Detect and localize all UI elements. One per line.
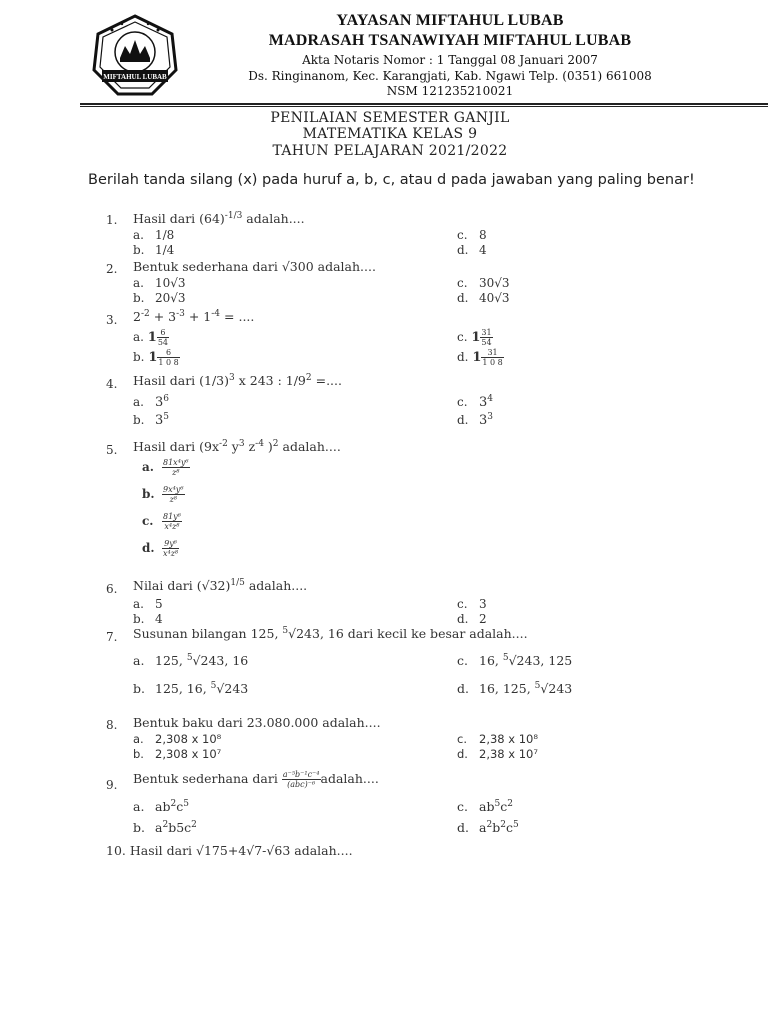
option-a[interactable]: a. $3^6$ xyxy=(133,394,170,410)
question-number: 8. xyxy=(106,718,118,732)
question-text: Bentuk baku dari 23.080.000 adalah.... xyxy=(133,715,381,730)
option-a[interactable]: a. $\frac{\text{81x⁴y⁶}}{\text{z⁸}}$ xyxy=(142,458,189,477)
question-text: $2^{-2} + 3^{-3} + 1^{-4}$ = .... xyxy=(133,309,255,325)
question-text: Hasil dari $(64)^{-1/3}$ adalah.... xyxy=(133,211,305,227)
option-d[interactable]: d. 1 $\frac{31}{1 0 8}$ xyxy=(457,348,503,367)
question-number: 4. xyxy=(106,377,118,391)
option-b[interactable]: b. 1 $\frac{6}{1 0 8}$ xyxy=(133,348,179,367)
option-a[interactable]: a. 5 xyxy=(133,597,163,611)
option-d[interactable]: d. 2 xyxy=(457,612,487,626)
option-b[interactable]: b. 1/4 xyxy=(133,243,175,257)
question-number: 7. xyxy=(106,630,118,644)
nsm-line: NSM 121235210021 xyxy=(386,84,514,98)
question-number: 3. xyxy=(106,313,118,327)
question-number: 5. xyxy=(106,443,118,457)
option-c[interactable]: c. 2,38 x 10⁸ xyxy=(457,732,538,746)
school-name: MADRASAH TSANAWIYAH MIFTAHUL LUBAB xyxy=(268,32,632,49)
option-d[interactable]: d. $\frac{\text{9y⁶}}{\text{x⁴z⁸}}$ xyxy=(142,539,179,558)
question-number: 1. xyxy=(106,213,118,227)
option-c[interactable]: c. 8 xyxy=(457,228,487,242)
option-c[interactable]: c. 3 xyxy=(457,597,487,611)
option-d[interactable]: d. 40√3 xyxy=(457,291,510,305)
option-b[interactable]: b. 20√3 xyxy=(133,291,186,305)
option-c[interactable]: c. $ab^5c^2$ xyxy=(457,799,513,815)
option-a[interactable]: a. $ab^2c^5$ xyxy=(133,799,189,815)
option-d[interactable]: d. 16, 125, $^5$√243 xyxy=(457,681,573,697)
option-a[interactable]: a. 2,308 x 10⁸ xyxy=(133,732,222,746)
address-line: Ds. Ringinanom, Kec. Karangjati, Kab. Ngawi Telp. (0351) 661008 xyxy=(248,69,652,83)
question-text: Bentuk sederhana dari $\frac{\text{a⁻⁵b⁻¹c⁻⁴}}{\text{(abc)⁻⁶}}$ adalah.... xyxy=(133,770,379,789)
header-divider xyxy=(80,103,768,105)
exam-title-line3: TAHUN PELAJARAN 2021/2022 xyxy=(272,143,508,159)
header-divider-thin xyxy=(80,106,768,107)
option-d[interactable]: d. 4 xyxy=(457,243,487,257)
question-number: 9. xyxy=(106,778,118,792)
instruction: Berilah tanda silang (x) pada huruf a, b, c, atau d pada jawaban yang paling benar! xyxy=(88,172,695,188)
option-d[interactable]: d. $a^2b^2c^5$ xyxy=(457,820,519,836)
exam-title-line2: MATEMATIKA KELAS 9 xyxy=(302,126,478,142)
option-a[interactable]: a. 125, $^5$√243, 16 xyxy=(133,653,249,669)
logo-text: MIFTAHUL LUBAB xyxy=(103,73,167,81)
option-a[interactable]: a. 1 $\frac{6}{54}$ xyxy=(133,328,169,347)
option-a[interactable]: a. 10√3 xyxy=(133,276,186,290)
question-number: 6. xyxy=(106,582,118,596)
question-text: Bentuk sederhana dari √300 adalah.... xyxy=(133,259,376,274)
school-logo xyxy=(92,14,178,96)
question-text: Susunan bilangan 125, $^5$√243, 16 dari kecil ke besar adalah.... xyxy=(133,626,528,642)
option-c[interactable]: c. $3^4$ xyxy=(457,394,494,410)
option-c[interactable]: c. $\frac{\text{81y⁶}}{\text{x⁴z⁸}}$ xyxy=(142,512,181,531)
option-c[interactable]: c. 30√3 xyxy=(457,276,510,290)
option-c[interactable]: c. 1 $\frac{31}{54}$ xyxy=(457,328,492,347)
option-b[interactable]: b. $3^5$ xyxy=(133,412,170,428)
question-text: Nilai dari $(√32)^{1/5}$ adalah.... xyxy=(133,578,308,594)
question-text: 10. Hasil dari √175+4√7-√63 adalah.... xyxy=(106,843,353,858)
exam-title-line1: PENILAIAN SEMESTER GANJIL xyxy=(270,110,510,126)
option-d[interactable]: d. 2,38 x 10⁷ xyxy=(457,747,538,761)
option-d[interactable]: d. $3^3$ xyxy=(457,412,494,428)
notary-line: Akta Notaris Nomor : 1 Tanggal 08 Januari 2007 xyxy=(302,53,598,67)
option-b[interactable]: b. 125, 16, $^5$√243 xyxy=(133,681,249,697)
option-b[interactable]: b. 4 xyxy=(133,612,163,626)
question-text: Hasil dari ($9x^{-2}$ $y^3$ $z^{-4}$ )$^2$ adalah.... xyxy=(133,439,341,455)
option-c[interactable]: c. 16, $^5$√243, 125 xyxy=(457,653,573,669)
option-b[interactable]: b. $\frac{\text{9x⁴y⁶}}{\text{z⁸}}$ xyxy=(142,485,184,504)
option-b[interactable]: b. 2,308 x 10⁷ xyxy=(133,747,222,761)
question-number: 2. xyxy=(106,262,118,276)
foundation-name: YAYASAN MIFTAHUL LUBAB xyxy=(336,12,564,29)
option-a[interactable]: a. 1/8 xyxy=(133,228,175,242)
question-text: Hasil dari $(1/3)^3$ x 243 : $1/9^2$ =.... xyxy=(133,373,342,389)
option-b[interactable]: b. $a^2b5c^2$ xyxy=(133,820,197,836)
